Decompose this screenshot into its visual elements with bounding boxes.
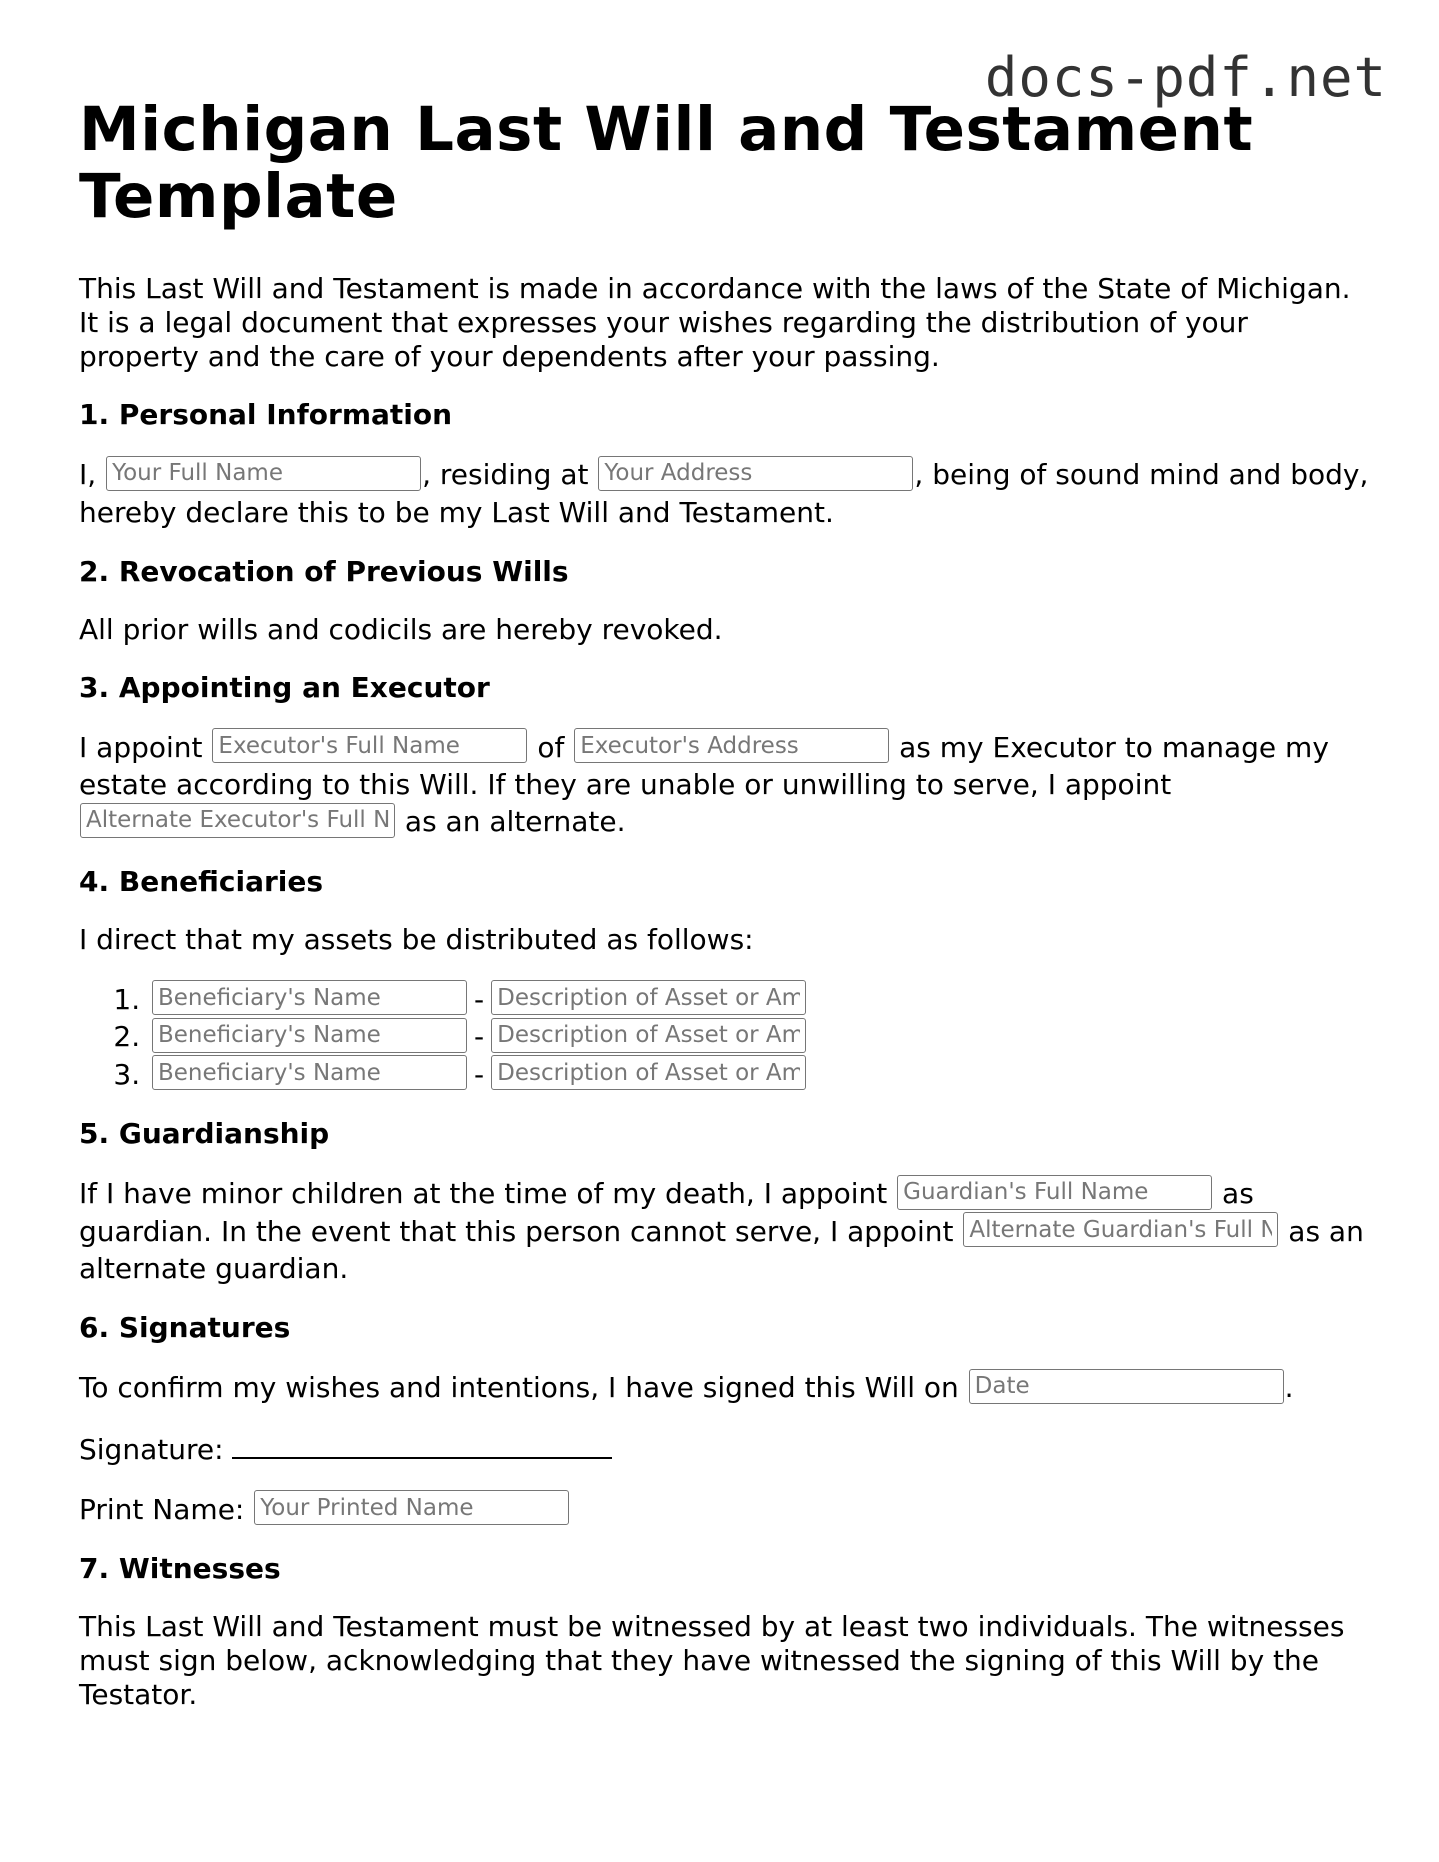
guardianship-text-1: If I have minor children at the time of my death, I appoint	[79, 1177, 888, 1210]
beneficiary-separator: -	[474, 1020, 485, 1053]
beneficiary-asset-field[interactable]	[491, 980, 806, 1015]
signature-label: Signature:	[79, 1432, 224, 1466]
guardianship-text-2: as guardian. In the event that this person cannot serve, I appoint	[79, 1177, 1254, 1248]
beneficiary-name-field[interactable]	[152, 1018, 467, 1053]
executor-text-2: of	[537, 730, 565, 764]
beneficiary-row	[149, 1018, 1369, 1056]
section-heading-beneficiaries: 4. Beneficiaries	[79, 864, 324, 898]
beneficiary-name-field[interactable]	[152, 1055, 467, 1090]
beneficiary-name-field[interactable]	[152, 980, 467, 1015]
executor-text-4: as an alternate.	[404, 805, 626, 838]
personal-text-1: I,	[79, 458, 97, 491]
revocation-paragraph: All prior wills and codicils are hereby revoked.	[79, 612, 723, 646]
witnesses-paragraph: This Last Will and Testament must be witnessed by at least two individuals. The witnesses must sign below, acknowledging that they have witnessed the signing of this Will by the Testator.	[79, 1610, 1345, 1711]
signature-date-period: .	[1284, 1371, 1294, 1404]
guardian-name-field[interactable]	[897, 1175, 1212, 1210]
executor-paragraph	[79, 729, 1369, 841]
alternate-executor-field[interactable]	[80, 803, 395, 838]
address-field[interactable]	[598, 456, 913, 491]
executor-text-3: as my Executor to manage my estate according to this Will. If they are unable or unwilling to serve, I appoint	[79, 730, 1329, 801]
guardianship-paragraph	[79, 1175, 1369, 1287]
executor-text-1: I appoint	[79, 730, 203, 764]
beneficiary-list	[79, 981, 1369, 1094]
section-heading-guardianship: 5. Guardianship	[79, 1117, 330, 1150]
guardianship-text-3: as an alternate guardian.	[79, 1214, 1364, 1285]
beneficiary-separator: -	[474, 1057, 485, 1091]
watermark: docs-pdf.net	[984, 46, 1387, 109]
beneficiary-row	[149, 1056, 1369, 1094]
section-heading-personal: 1. Personal Information	[79, 398, 453, 431]
signature-line-paragraph	[79, 1431, 1369, 1467]
section-heading-executor: 3. Appointing an Executor	[79, 670, 490, 704]
beneficiary-asset-field[interactable]	[491, 1055, 806, 1090]
alternate-guardian-field[interactable]	[963, 1212, 1278, 1247]
signature-date-text: To confirm my wishes and intentions, I have signed this Will on	[79, 1371, 959, 1404]
document-page	[79, 96, 1369, 1736]
signature-date-paragraph	[79, 1369, 1369, 1407]
executor-address-field[interactable]	[574, 728, 889, 763]
print-name-label: Print Name:	[79, 1492, 245, 1526]
print-name-paragraph	[79, 1491, 1369, 1529]
beneficiary-row	[149, 981, 1369, 1019]
personal-text-3: , being of sound mind and body, hereby declare this to be my Last Will and Testament.	[79, 458, 1369, 529]
section-heading-revocation: 2. Revocation of Previous Wills	[79, 554, 569, 588]
full-name-field[interactable]	[106, 456, 421, 491]
beneficiary-asset-field[interactable]	[491, 1018, 806, 1053]
beneficiaries-intro: I direct that my assets be distributed as follows:	[79, 922, 754, 956]
section-heading-witnesses: 7. Witnesses	[79, 1552, 281, 1585]
signature-line[interactable]	[232, 1431, 612, 1459]
date-field[interactable]	[969, 1369, 1284, 1404]
intro-paragraph: This Last Will and Testament is made in accordance with the laws of the State of Michigan. It is a legal document that expresses your wishes regarding the distribution of your property and the care of your dependents after your passing.	[79, 272, 1351, 373]
section-heading-signatures: 6. Signatures	[79, 1311, 291, 1344]
executor-name-field[interactable]	[212, 728, 527, 763]
beneficiary-separator: -	[474, 982, 485, 1016]
personal-paragraph	[79, 456, 1369, 531]
printed-name-field[interactable]	[254, 1490, 569, 1525]
personal-text-2: , residing at	[422, 458, 589, 491]
document-title: Michigan Last Will and Testament Template	[79, 94, 1254, 232]
